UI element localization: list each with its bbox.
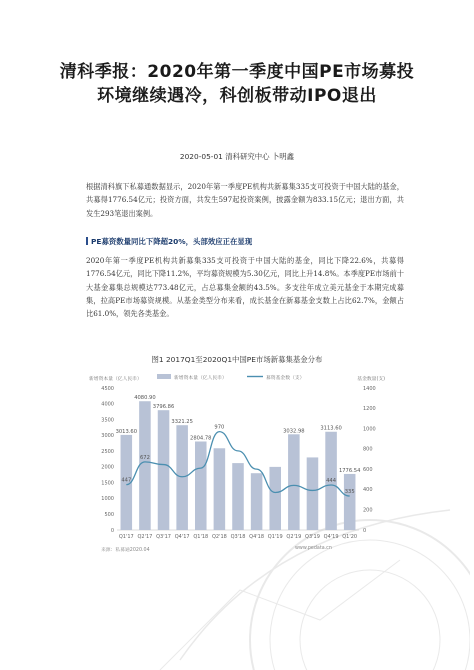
x-tick-label: Q4'18 (249, 534, 265, 540)
left-tick-label: 0 (110, 527, 114, 534)
right-tick-label: 0 (363, 527, 367, 534)
left-tick-label: 3000 (101, 433, 114, 440)
left-tick-label: 4000 (101, 401, 114, 408)
left-tick-label: 1000 (101, 496, 114, 503)
bar-value-label: 3796.86 (152, 404, 175, 411)
section-heading-text: PE募资数量同比下降超20%，头部效应正在显现 (91, 237, 253, 246)
line-value-label: 970 (214, 424, 225, 431)
line-value-label: 335 (344, 489, 355, 496)
left-tick-label: 2500 (101, 448, 114, 455)
left-tick-label: 4500 (101, 385, 114, 392)
fundraising-paragraph: 2020年第一季度PE机构共新募集335支可投资于中国大陆的基金，同比下降22.6%，共募得1776.54亿元，同比下降11.2%，平均募资规模为5.30亿元，同比上升14.8%。本季度PE市场前十大基金募集总规模达773.48亿元，占总募集金额的43.5%。多支往年成立美元基金于本期完成募集，拉高PE市场募资规模。从基金类型分布来看，成长基金在新募基金支数上占比62.7%，金额占比61.0%，领先各类基金。 (86, 256, 404, 319)
right-tick-label: 1400 (363, 385, 376, 392)
bar-Q2'18 (214, 448, 226, 530)
bar-Q4'18 (251, 473, 263, 530)
bar-Q2'19 (288, 434, 300, 530)
bar-Q1'20 (344, 474, 356, 530)
x-tick-label: Q2'17 (137, 534, 153, 540)
bar-Q3'17 (158, 410, 170, 530)
legend-bar-label: 新增资本量（亿人民币） (174, 376, 227, 381)
legend-bar-swatch (157, 374, 171, 379)
x-tick-label: Q1'19 (267, 534, 283, 540)
bar-Q3'18 (232, 463, 244, 530)
article-title: 清科季报：2020年第一季度中国PE市场募投环境继续遇冷，科创板带动IPO退出 (59, 62, 415, 106)
x-tick-label: Q2'19 (286, 534, 302, 540)
bar-value-label: 2804.78 (190, 435, 212, 442)
bar-value-label: 4080.90 (134, 395, 156, 402)
bar-Q2'17 (139, 401, 151, 530)
line-value-label: 444 (326, 477, 337, 484)
left-tick-label: 1500 (101, 480, 114, 487)
x-tick-label: Q1'17 (118, 534, 134, 540)
x-tick-label: Q3'17 (156, 534, 171, 540)
section-heading (86, 236, 252, 247)
chart-title: 图1 2017Q1至2020Q1中国PE市场新募集基金分布 (151, 355, 323, 364)
bar-Q4'17 (176, 425, 188, 530)
right-axis-label: 基金数量(支) (357, 377, 385, 382)
x-tick-label: Q2'18 (211, 534, 227, 540)
chart-svg (87, 366, 387, 544)
heading-accent-bar (86, 237, 88, 245)
chart-site: www.pedata.cn (295, 546, 332, 551)
bar-Q3'19 (307, 457, 319, 530)
x-tick-label: Q3'19 (305, 534, 320, 540)
right-tick-label: 400 (363, 487, 373, 494)
right-tick-label: 1200 (363, 406, 376, 413)
right-tick-label: 600 (363, 466, 373, 473)
bar-Q1'18 (195, 441, 207, 530)
left-tick-label: 2000 (101, 464, 114, 471)
bar-value-label: 1776.54 (338, 467, 361, 474)
right-tick-label: 800 (363, 446, 373, 453)
x-tick-label: Q4'19 (323, 534, 339, 540)
left-tick-label: 3500 (101, 417, 114, 424)
intro-paragraph: 根据清科旗下私募通数据显示，2020年第一季度PE机构共新募集335支可投资于中国大陆的基金，共募得1776.54亿元；投资方面，共发生597起投资案例，披露金额为833.15亿元；退出方面，共发生293笔退出案例。 (86, 182, 404, 218)
right-tick-label: 1000 (363, 426, 376, 433)
x-tick-label: Q3'18 (230, 534, 246, 540)
x-tick-label: Q4'17 (174, 534, 190, 540)
bar-value-label: 3032.98 (283, 428, 305, 435)
chart-source: 来源：私募通2020.04 (101, 548, 150, 553)
right-tick-label: 200 (363, 507, 373, 514)
bar-value-label: 3321.25 (171, 419, 193, 426)
line-value-label: 672 (139, 454, 150, 461)
left-tick-label: 500 (104, 512, 114, 519)
left-axis-label: 新增资本量（亿人民币） (89, 377, 142, 382)
legend-line-label: 募资基金数（支） (266, 376, 305, 381)
x-tick-label: Q1'18 (193, 534, 209, 540)
bar-value-label: 3013.60 (115, 428, 138, 435)
bar-Q1'19 (269, 467, 281, 530)
fundraising-chart (87, 354, 387, 552)
line-value-label: 447 (121, 477, 132, 484)
x-tick-label: Q1'20 (342, 534, 358, 540)
bar-value-label: 3113.60 (320, 425, 342, 432)
article-byline: 2020-05-01 清科研究中心 卜明鑫 (179, 152, 295, 161)
